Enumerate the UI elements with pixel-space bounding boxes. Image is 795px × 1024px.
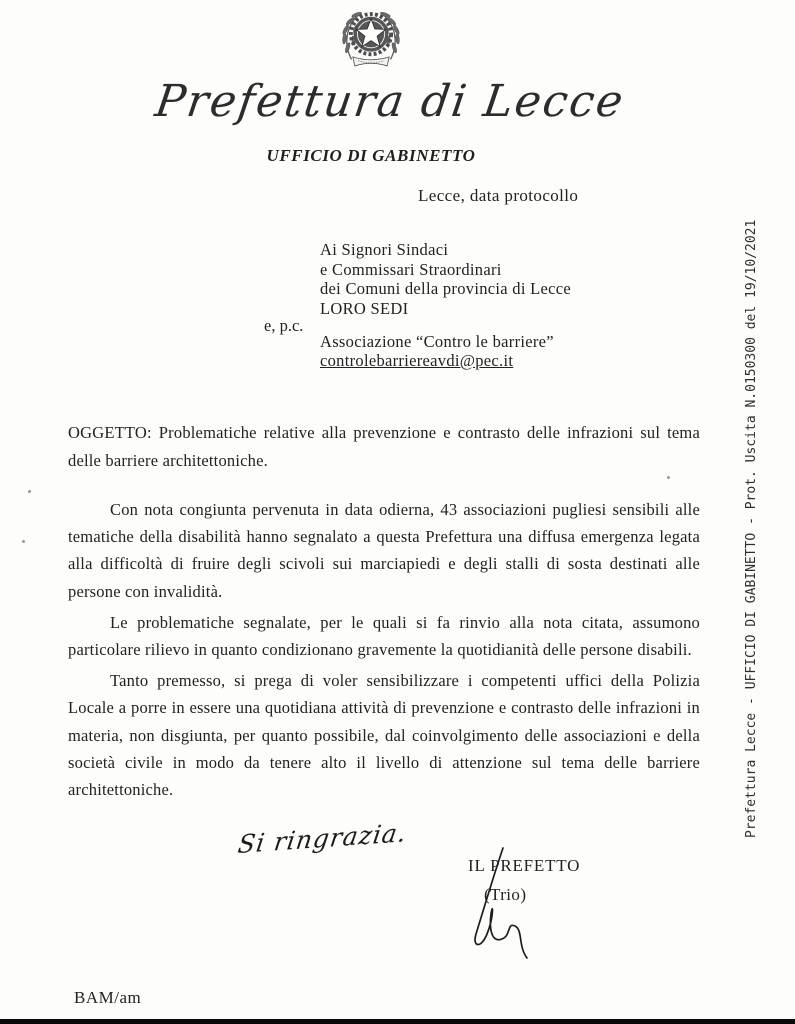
italian-republic-emblem-icon <box>331 5 411 75</box>
handwritten-note: Si ringrazia. <box>236 817 409 860</box>
body-paragraph: Con nota congiunta pervenuta in data odierna, 43 associazioni pugliesi sensibili alle tematiche della disabilità hanno segnalato a questa Prefettura una diffusa emergenza legata alla difficoltà di fruire degli scivoli sui marciapiedi e degli stalli di sosta destinati alle persone con invalidità. <box>68 500 700 601</box>
recipient-line: dei Comuni della provincia di Lecce <box>320 279 572 298</box>
prefect-signature-stroke-icon <box>448 842 558 962</box>
letter-body <box>68 496 700 807</box>
scan-speck <box>22 540 25 543</box>
prefect-signature-name: (Trio) <box>484 885 527 904</box>
recipient-line: LORO SEDI <box>320 298 409 318</box>
recipient-line: Ai Signori Sindaci <box>320 240 449 259</box>
letterhead-title: Prefettura di Lecce <box>152 76 628 127</box>
cc-label: e, p.c. <box>264 316 304 335</box>
cc-email-link[interactable]: controlebarriereavdi@pec.it <box>320 351 514 370</box>
protocol-sidebar: Prefettura Lecce - UFFICIO DI GABINETTO - Prot. Uscita N.0150300 del 19/10/2021 <box>744 219 759 838</box>
subject-line: OGGETTO: Problematiche relative alla prevenzione e contrasto delle infrazioni sul tema delle barriere architettoniche. <box>68 423 700 470</box>
body-paragraph: Le problematiche segnalate, per le quali si fa rinvio alla nota citata, assumono particolare rilievo in quanto condizionano gravemente la quotidianità delle persone disabili. <box>68 612 700 660</box>
scan-speck <box>28 490 31 493</box>
body-paragraph: Tanto premesso, si prega di voler sensibilizzare i competenti uffici della Polizia Locale a porre in essere una quotidiana attività di prevenzione e contrasto delle infrazioni in materia, non disgiunta, per quanto possibile, dal coinvolgimento delle associazioni e della società civile in modo da tenere alto il livello di attenzione sul tema delle barriere architettoniche. <box>68 671 700 800</box>
recipient-block <box>320 240 571 318</box>
letterhead-office: UFFICIO DI GABINETTO <box>266 146 476 165</box>
typist-initials: BAM/am <box>74 988 142 1007</box>
dateline: Lecce, data protocollo <box>418 186 579 205</box>
prefect-signature-title: IL PREFETTO <box>468 856 581 875</box>
bottom-scan-edge <box>0 1019 795 1024</box>
scan-speck <box>667 476 670 479</box>
cc-organization: Associazione “Contro le barriere” <box>320 332 554 351</box>
recipient-line: e Commissari Straordinari <box>320 259 502 279</box>
